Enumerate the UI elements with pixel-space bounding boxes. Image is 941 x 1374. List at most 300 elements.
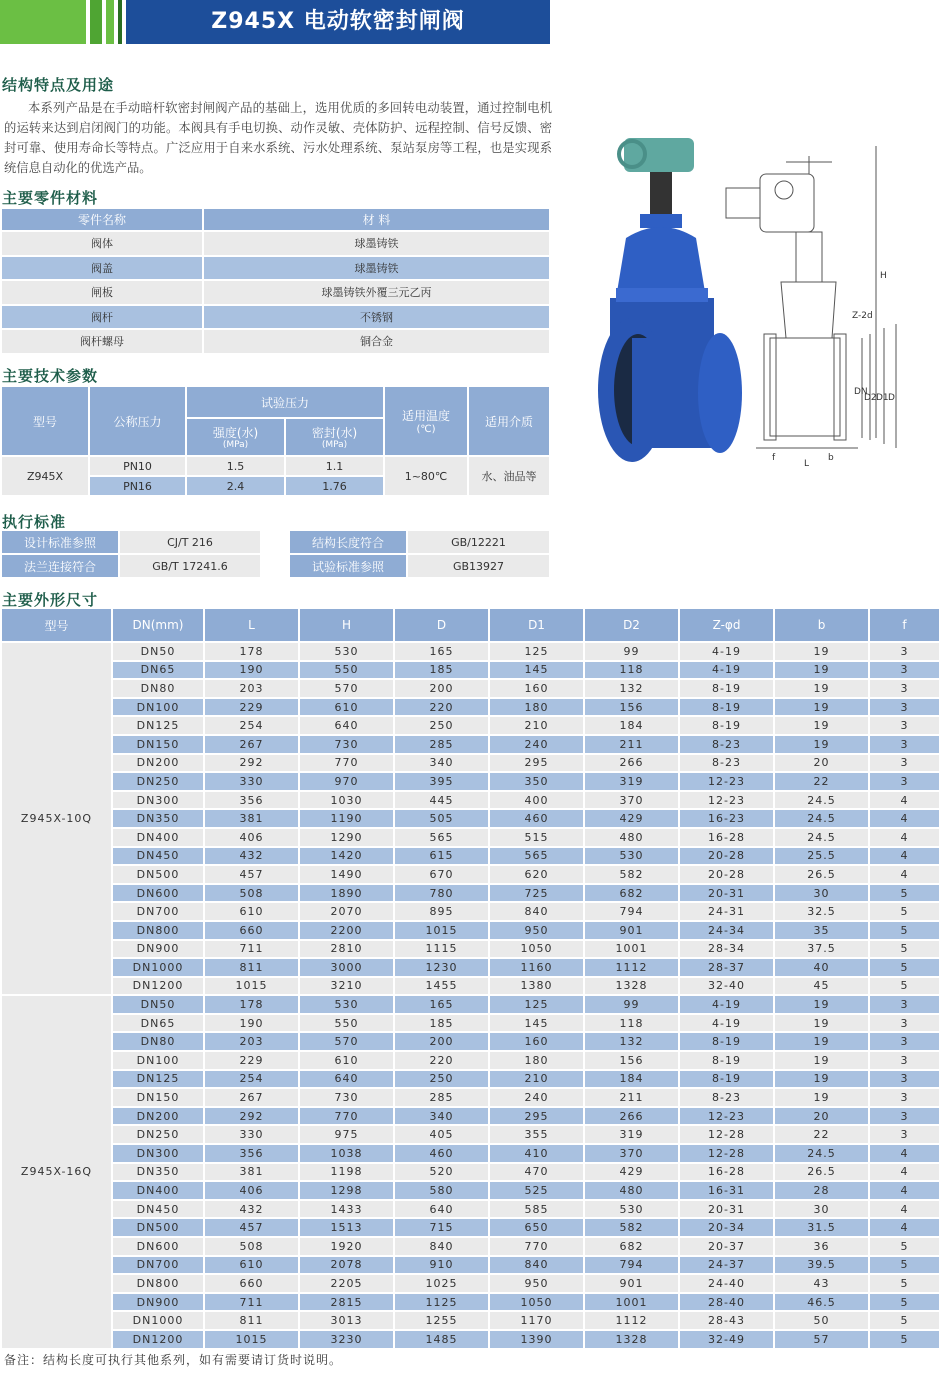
dim-cell: 840 (490, 1257, 583, 1274)
dim-cell: 5 (870, 959, 939, 976)
dim-cell: 292 (205, 1108, 298, 1125)
dim-cell: DN1200 (113, 978, 203, 995)
dim-cell: 285 (395, 736, 488, 753)
dim-cell: 254 (205, 717, 298, 734)
dim-cell: 28-34 (680, 941, 773, 958)
table-row (2, 903, 939, 920)
dim-cell: 28 (775, 1182, 868, 1199)
table-row (2, 1108, 939, 1125)
dim-cell: 3210 (300, 978, 393, 995)
dim-cell: 1230 (395, 959, 488, 976)
dim-cell: 178 (205, 643, 298, 660)
dim-cell: 211 (585, 1089, 678, 1106)
dim-cell: 203 (205, 680, 298, 697)
dim-cell: 550 (300, 662, 393, 679)
dim-cell: 20-28 (680, 866, 773, 883)
dim-cell: 4 (870, 1145, 939, 1162)
valve-illustration (596, 138, 936, 468)
dim-cell: 210 (490, 717, 583, 734)
standard-label: 结构长度符合 (290, 531, 406, 553)
col-header: f (870, 609, 939, 641)
dim-cell: 711 (205, 941, 298, 958)
medium-header: 适用介质 (469, 387, 549, 455)
table-row (2, 810, 939, 827)
part-name: 阀体 (2, 232, 202, 255)
part-material: 球墨铸铁外覆三元乙丙 (204, 281, 549, 304)
dim-cell: DN800 (113, 922, 203, 939)
dim-cell: 20-31 (680, 885, 773, 902)
dim-cell: 1050 (490, 941, 583, 958)
dim-cell: 1420 (300, 848, 393, 865)
dim-cell: 3230 (300, 1331, 393, 1348)
dim-cell: DN600 (113, 885, 203, 902)
dim-cell: 12-23 (680, 1108, 773, 1125)
table-row (2, 848, 939, 865)
dim-cell: 330 (205, 1126, 298, 1143)
dim-cell: 240 (490, 736, 583, 753)
dim-cell: 185 (395, 662, 488, 679)
dim-cell: 5 (870, 1275, 939, 1292)
dim-cell: 975 (300, 1126, 393, 1143)
dim-cell: 4-19 (680, 662, 773, 679)
part-material: 铜合金 (204, 330, 549, 353)
dim-cell: 794 (585, 1257, 678, 1274)
dim-cell: 180 (490, 699, 583, 716)
table-row (2, 1312, 939, 1329)
dim-cell: 460 (490, 810, 583, 827)
dim-cell: 901 (585, 922, 678, 939)
dim-cell: 5 (870, 922, 939, 939)
dim-cell: DN125 (113, 717, 203, 734)
dim-cell: 508 (205, 1238, 298, 1255)
dim-cell: 31.5 (775, 1219, 868, 1236)
dim-cell: 254 (205, 1071, 298, 1088)
dim-cell: 156 (585, 699, 678, 716)
dim-cell: DN250 (113, 773, 203, 790)
dim-cell: 32-40 (680, 978, 773, 995)
tech-table (0, 385, 551, 497)
svg-text:b: b (828, 453, 834, 463)
dim-cell: 910 (395, 1257, 488, 1274)
dim-cell: 3 (870, 1033, 939, 1050)
table-row (2, 1182, 939, 1199)
dim-cell: 50 (775, 1312, 868, 1329)
dim-cell: DN700 (113, 903, 203, 920)
dim-cell: 2200 (300, 922, 393, 939)
dim-cell: 8-23 (680, 736, 773, 753)
dim-cell: 184 (585, 717, 678, 734)
dim-cell: 43 (775, 1275, 868, 1292)
section-title-tech: 主要技术参数 (2, 367, 99, 385)
dim-cell: 356 (205, 792, 298, 809)
table-row (2, 1275, 939, 1292)
dim-cell: 28-40 (680, 1294, 773, 1311)
title-banner (0, 0, 941, 44)
green-bar (118, 0, 122, 44)
dim-cell: DN300 (113, 1145, 203, 1162)
dim-cell: DN350 (113, 810, 203, 827)
dim-cell: 125 (490, 996, 583, 1013)
dim-cell: 19 (775, 996, 868, 1013)
dim-cell: 5 (870, 1294, 939, 1311)
dim-cell: 840 (490, 903, 583, 920)
dim-cell: 4 (870, 1201, 939, 1218)
dim-cell: 3 (870, 699, 939, 716)
standard-value: GB13927 (408, 555, 549, 577)
dim-cell: 4-19 (680, 643, 773, 660)
dim-cell: DN350 (113, 1164, 203, 1181)
dim-cell: 4 (870, 829, 939, 846)
dim-cell: 1025 (395, 1275, 488, 1292)
dim-cell: 20 (775, 1108, 868, 1125)
temp-header: 适用温度 (℃) (385, 387, 467, 455)
dim-cell: 30 (775, 1201, 868, 1218)
dim-cell: 12-23 (680, 792, 773, 809)
dim-cell: 3 (870, 996, 939, 1013)
dim-cell: 220 (395, 699, 488, 716)
page-title: Z945X 电动软密封闸阀 (211, 9, 465, 34)
dim-cell: 200 (395, 1033, 488, 1050)
dim-cell: 8-19 (680, 717, 773, 734)
table-row (2, 773, 939, 790)
dim-cell: 1455 (395, 978, 488, 995)
dim-cell: 615 (395, 848, 488, 865)
dim-cell: 5 (870, 1331, 939, 1348)
dim-cell: DN1200 (113, 1331, 203, 1348)
table-row (2, 736, 939, 753)
table-row (2, 1331, 939, 1348)
dim-cell: 295 (490, 1108, 583, 1125)
dim-cell: 266 (585, 755, 678, 772)
standard-label: 试验标准参照 (290, 555, 406, 577)
dim-cell: DN500 (113, 866, 203, 883)
table-row (2, 1219, 939, 1236)
dim-cell: 8-19 (680, 1033, 773, 1050)
dim-cell: 840 (395, 1238, 488, 1255)
dim-cell: 725 (490, 885, 583, 902)
dim-cell: 24-37 (680, 1257, 773, 1274)
col-header: D2 (585, 609, 678, 641)
dim-cell: DN65 (113, 662, 203, 679)
dim-cell: DN65 (113, 1015, 203, 1032)
section-title-standards: 执行标准 (2, 513, 67, 531)
green-bar (106, 0, 114, 44)
dim-cell: DN50 (113, 996, 203, 1013)
dim-cell: DN500 (113, 1219, 203, 1236)
table-row (2, 680, 939, 697)
dim-cell: 381 (205, 810, 298, 827)
dim-cell: DN150 (113, 1089, 203, 1106)
green-bar (90, 0, 102, 44)
table-row (2, 1145, 939, 1162)
intro-paragraph: 本系列产品是在手动暗杆软密封闸阀产品的基础上，选用优质的多回转电动装置，通过控制电机的运转来达到启闭阀门的功能。本阀具有手电切换、动作灵敏、壳体防护、远程控制、信号反馈、密封可靠、使用寿命长等特点。广泛应用于自来水系统、污水处理系统、泵站泵房等工程，也是实现系统信息自动化的优选产品。 (4, 101, 552, 175)
col-header: D1 (490, 609, 583, 641)
dim-cell: 178 (205, 996, 298, 1013)
dim-cell: 229 (205, 1052, 298, 1069)
table-row (2, 1164, 939, 1181)
dim-cell: 24-34 (680, 922, 773, 939)
dim-cell: 480 (585, 829, 678, 846)
dim-cell: 3 (870, 1052, 939, 1069)
dim-cell: 19 (775, 1089, 868, 1106)
dim-cell: 1125 (395, 1294, 488, 1311)
dim-cell: DN300 (113, 792, 203, 809)
table-row (2, 996, 939, 1013)
dim-cell: 295 (490, 755, 583, 772)
col-header: b (775, 609, 868, 641)
dim-cell: 12-23 (680, 773, 773, 790)
dim-cell: 165 (395, 643, 488, 660)
dim-cell: 660 (205, 1275, 298, 1292)
dim-cell: 203 (205, 1033, 298, 1050)
dim-cell: 3 (870, 1071, 939, 1088)
dim-cell: 565 (395, 829, 488, 846)
dim-cell: 20-37 (680, 1238, 773, 1255)
dim-cell: 406 (205, 829, 298, 846)
temp-value: 1~80℃ (385, 457, 467, 495)
col-header: 型号 (2, 609, 111, 641)
svg-text:f: f (772, 453, 776, 463)
col-header: D (395, 609, 488, 641)
dim-cell: 5 (870, 941, 939, 958)
dim-cell: 1380 (490, 978, 583, 995)
dim-cell: 190 (205, 1015, 298, 1032)
table-row (2, 978, 939, 995)
dim-cell: 19 (775, 736, 868, 753)
dim-cell: 99 (585, 996, 678, 1013)
part-name: 阀杆 (2, 306, 202, 329)
table-row (2, 1015, 939, 1032)
dim-cell: 406 (205, 1182, 298, 1199)
dim-cell: 22 (775, 1126, 868, 1143)
dim-cell: 267 (205, 736, 298, 753)
dim-cell: 285 (395, 1089, 488, 1106)
dim-cell: 660 (205, 922, 298, 939)
footnote: 备注：结构长度可执行其他系列，如有需要请订货时说明。 (4, 1353, 343, 1367)
table-row (2, 941, 939, 958)
dim-cell: 580 (395, 1182, 488, 1199)
table-row (2, 717, 939, 734)
standard-label: 设计标准参照 (2, 531, 118, 553)
dim-cell: 585 (490, 1201, 583, 1218)
dim-cell: 480 (585, 1182, 678, 1199)
dim-cell: 950 (490, 922, 583, 939)
dim-cell: 184 (585, 1071, 678, 1088)
col-header: 零件名称 (2, 209, 202, 230)
dim-cell: 1255 (395, 1312, 488, 1329)
dim-cell: 901 (585, 1275, 678, 1292)
dim-cell: 185 (395, 1015, 488, 1032)
part-material: 球墨铸铁 (204, 257, 549, 280)
table-row (2, 662, 939, 679)
dim-cell: 570 (300, 1033, 393, 1050)
dim-cell: 1015 (205, 1331, 298, 1348)
dim-cell: 37.5 (775, 941, 868, 958)
dim-cell: 3 (870, 1126, 939, 1143)
dim-cell: 20-28 (680, 848, 773, 865)
table-row (2, 1071, 939, 1088)
dim-cell: DN150 (113, 736, 203, 753)
dim-cell: 5 (870, 1312, 939, 1329)
dim-cell: 1170 (490, 1312, 583, 1329)
dim-cell: 160 (490, 1033, 583, 1050)
dim-cell: 46.5 (775, 1294, 868, 1311)
model-header: 型号 (2, 387, 88, 455)
dim-cell: 267 (205, 1089, 298, 1106)
seal-value: 1.1 (286, 457, 383, 475)
dim-cell: 340 (395, 1108, 488, 1125)
dim-cell: 132 (585, 680, 678, 697)
dim-cell: 457 (205, 866, 298, 883)
seal-header: 密封(水) (MPa) (286, 419, 383, 455)
dim-cell: DN900 (113, 1294, 203, 1311)
dim-cell: 1890 (300, 885, 393, 902)
table-row (2, 1089, 939, 1106)
dim-cell: DN125 (113, 1071, 203, 1088)
dim-cell: 24.5 (775, 829, 868, 846)
dim-cell: DN1000 (113, 959, 203, 976)
dim-cell: 730 (300, 736, 393, 753)
dim-cell: 565 (490, 848, 583, 865)
dim-cell: 2815 (300, 1294, 393, 1311)
dim-cell: 895 (395, 903, 488, 920)
dim-cell: 530 (300, 996, 393, 1013)
dim-cell: 1920 (300, 1238, 393, 1255)
dim-cell: 165 (395, 996, 488, 1013)
dim-cell: 429 (585, 1164, 678, 1181)
dim-cell: DN600 (113, 1238, 203, 1255)
dim-cell: 811 (205, 1312, 298, 1329)
table-row (2, 755, 939, 772)
dim-cell: 12-28 (680, 1145, 773, 1162)
dim-cell: 400 (490, 792, 583, 809)
dim-cell: 4 (870, 1164, 939, 1181)
table-row (2, 1201, 939, 1218)
table-row (2, 1033, 939, 1050)
dim-cell: 530 (585, 1201, 678, 1218)
dim-cell: 610 (300, 699, 393, 716)
dim-cell: 1433 (300, 1201, 393, 1218)
dim-cell: 211 (585, 736, 678, 753)
dim-cell: DN900 (113, 941, 203, 958)
dim-cell: DN50 (113, 643, 203, 660)
svg-text:DN: DN (854, 387, 868, 397)
dim-cell: 370 (585, 1145, 678, 1162)
dim-cell: 229 (205, 699, 298, 716)
svg-text:D2: D2 (864, 393, 877, 403)
dim-cell: DN250 (113, 1126, 203, 1143)
table-row (2, 866, 939, 883)
svg-text:D1: D1 (876, 393, 889, 403)
dim-cell: 770 (490, 1238, 583, 1255)
dim-cell: 19 (775, 643, 868, 660)
dim-cell: 3 (870, 736, 939, 753)
dim-cell: 780 (395, 885, 488, 902)
dim-cell: 1390 (490, 1331, 583, 1348)
dim-cell: 24-31 (680, 903, 773, 920)
table-row (2, 829, 939, 846)
dim-cell: 5 (870, 1238, 939, 1255)
dim-cell: 24.5 (775, 1145, 868, 1162)
dim-cell: 370 (585, 792, 678, 809)
dim-cell: 16-31 (680, 1182, 773, 1199)
dim-cell: 470 (490, 1164, 583, 1181)
dim-cell: 2810 (300, 941, 393, 958)
dim-cell: 30 (775, 885, 868, 902)
dim-cell: 432 (205, 1201, 298, 1218)
dim-cell: 8-19 (680, 699, 773, 716)
dimensions-table (0, 607, 941, 1350)
dim-cell: 24-40 (680, 1275, 773, 1292)
dim-cell: 156 (585, 1052, 678, 1069)
dim-cell: 429 (585, 810, 678, 827)
table-row (2, 792, 939, 809)
dim-cell: DN80 (113, 680, 203, 697)
dim-cell: 26.5 (775, 866, 868, 883)
dim-cell: 200 (395, 680, 488, 697)
part-name: 闸板 (2, 281, 202, 304)
dim-cell: 355 (490, 1126, 583, 1143)
dim-cell: 32-49 (680, 1331, 773, 1348)
dim-cell: 1485 (395, 1331, 488, 1348)
dim-cell: 356 (205, 1145, 298, 1162)
dim-cell: 3 (870, 1108, 939, 1125)
table-row (2, 643, 939, 660)
dim-cell: 250 (395, 1071, 488, 1088)
dim-cell: 711 (205, 1294, 298, 1311)
dim-cell: 3 (870, 643, 939, 660)
dim-cell: 16-23 (680, 810, 773, 827)
materials-table (0, 207, 551, 355)
dim-cell: 3000 (300, 959, 393, 976)
dim-cell: 340 (395, 755, 488, 772)
dim-cell: 3 (870, 717, 939, 734)
dim-cell: 530 (585, 848, 678, 865)
dim-cell: 1038 (300, 1145, 393, 1162)
seal-value: 1.76 (286, 477, 383, 495)
dim-cell: 8-19 (680, 680, 773, 697)
dim-cell: 240 (490, 1089, 583, 1106)
dim-cell: 3 (870, 1089, 939, 1106)
dim-cell: 4 (870, 848, 939, 865)
dim-cell: 682 (585, 1238, 678, 1255)
dim-cell: DN200 (113, 1108, 203, 1125)
col-header: L (205, 609, 298, 641)
dim-cell: 3 (870, 662, 939, 679)
dim-cell: 8-19 (680, 1071, 773, 1088)
dim-cell: 4 (870, 1219, 939, 1236)
standards-table (0, 529, 551, 579)
dim-cell: 19 (775, 662, 868, 679)
dim-cell: DN100 (113, 1052, 203, 1069)
dim-cell: 24.5 (775, 792, 868, 809)
dim-cell: 1198 (300, 1164, 393, 1181)
dim-cell: 8-19 (680, 1052, 773, 1069)
dim-cell: 381 (205, 1164, 298, 1181)
dim-cell: 180 (490, 1052, 583, 1069)
dim-cell: DN450 (113, 848, 203, 865)
dim-cell: 3013 (300, 1312, 393, 1329)
dim-cell: DN100 (113, 699, 203, 716)
dim-cell: 1290 (300, 829, 393, 846)
dim-cell: 730 (300, 1089, 393, 1106)
dim-cell: 1112 (585, 1312, 678, 1329)
dim-cell: DN1000 (113, 1312, 203, 1329)
green-bar (0, 0, 86, 44)
dim-cell: 26.5 (775, 1164, 868, 1181)
dim-cell: 28-37 (680, 959, 773, 976)
dim-cell: 610 (205, 903, 298, 920)
